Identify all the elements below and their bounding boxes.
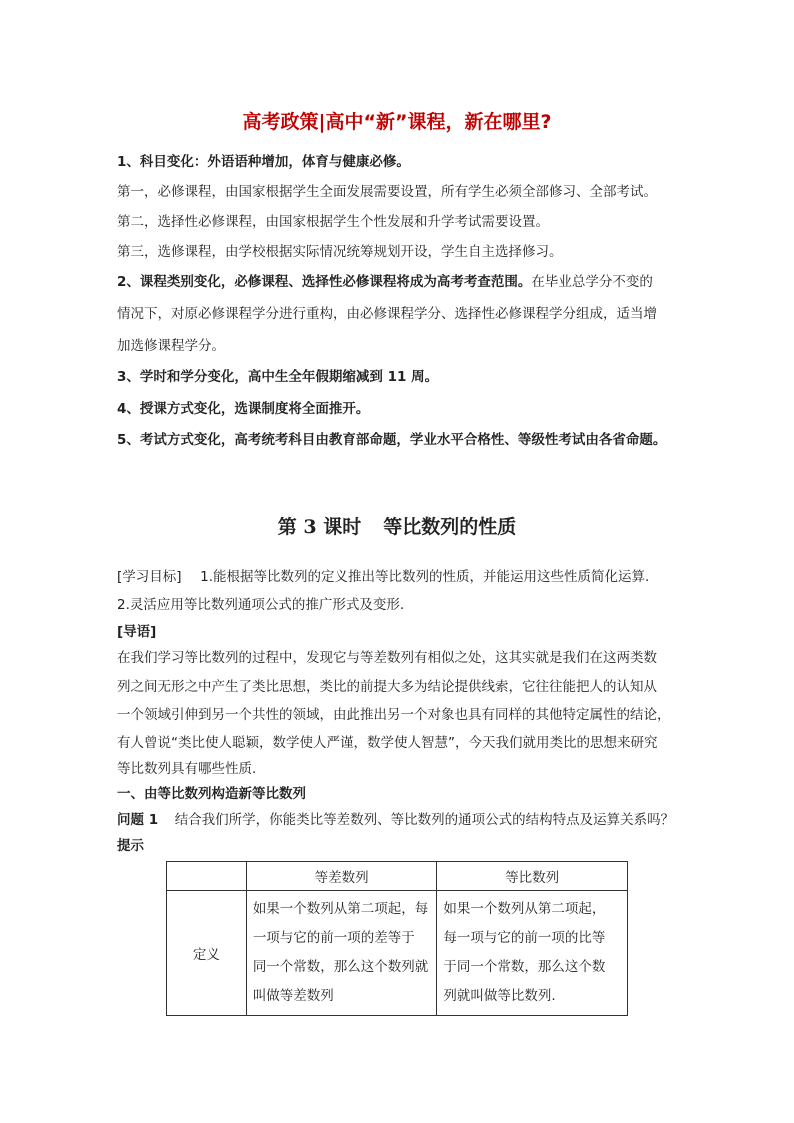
cell-line: 每一项与它的前一项的比等 bbox=[443, 930, 606, 946]
question-label: 问题 1 bbox=[117, 812, 159, 828]
policy-title: 高考政策|高中“新”课程，新在哪里? bbox=[242, 111, 552, 133]
policy-paragraph-3: 第三，选修课程，由学校根据实际情况统筹规划开设，学生自主选择修习。 bbox=[117, 244, 563, 260]
policy-item-2-bold: 2、课程类别变化，必修课程、选择性必修课程将成为高考考查范围。 bbox=[117, 274, 532, 290]
objectives-label: [学习目标] bbox=[117, 569, 182, 585]
question-text: 结合我们所学，你能类比等差数列、等比数列的通项公式的结构特点及运算关系吗？ bbox=[174, 812, 675, 828]
intro-line: 在我们学习等比数列的过程中，发现它与等差数列有相似之处，这其实就是我们在这两类数 bbox=[117, 650, 657, 666]
policy-item-2 bbox=[117, 270, 653, 290]
intro-line: 列之间无形之中产生了类比思想，类比的前提大多为结论提供线索，它往往能把人的认知从 bbox=[117, 679, 657, 695]
table-cell-geometric-definition bbox=[437, 891, 628, 1016]
lesson-topic: 等比数列的性质 bbox=[383, 516, 517, 538]
cell-line: 于同一个常数，那么这个数 bbox=[443, 959, 606, 975]
policy-paragraph-2: 第二，选择性必修课程，由国家根据学生个性发展和升学考试需要设置。 bbox=[117, 214, 549, 230]
cell-line: 列就叫做等比数列. bbox=[443, 988, 556, 1004]
cell-line: 如果一个数列从第二项起，每 bbox=[252, 901, 429, 917]
policy-item-4: 4、授课方式变化，选课制度将全面推开。 bbox=[117, 401, 370, 417]
table-header-arithmetic: 等差数列 bbox=[246, 862, 437, 891]
policy-item-2-line-2: 情况下，对原必修课程学分进行重构，由必修课程学分、选择性必修课程学分组成，适当增 bbox=[117, 306, 657, 322]
objective-1: 1.能根据等比数列的定义推出等比数列的性质，并能运用这些性质简化运算. bbox=[200, 569, 650, 585]
lesson-number: 第 3 课时 bbox=[277, 516, 362, 538]
cell-line: 叫做等差数列 bbox=[252, 988, 334, 1004]
policy-item-3: 3、学时和学分变化，高中生全年假期缩减到 11 周。 bbox=[117, 369, 439, 385]
question-1 bbox=[117, 808, 674, 828]
objective-2: 2.灵活应用等比数列通项公式的推广形式及变形. bbox=[117, 597, 405, 613]
intro-line: 等比数列具有哪些性质. bbox=[117, 761, 257, 777]
table-cell-arithmetic-definition bbox=[246, 891, 437, 1016]
intro-line: 有人曾说“类比使人聪颖，数学使人严谨，数学使人智慧”，今天我们就用类比的思想来研究 bbox=[117, 735, 658, 751]
intro-line: 一个领域引伸到另一个共性的领域，由此推出另一个对象也具有同样的其他特定属性的结论， bbox=[117, 707, 671, 723]
policy-item-5: 5、考试方式变化，高考统考科目由教育部命题，学业水平合格性、等级性考试由各省命题。 bbox=[117, 432, 667, 448]
policy-item-2-rest: 在毕业总学分不变的 bbox=[531, 274, 653, 290]
table-header-geometric: 等比数列 bbox=[437, 862, 628, 891]
cell-line: 一项与它的前一项的差等于 bbox=[252, 930, 415, 946]
hint-label: 提示 bbox=[117, 838, 144, 854]
policy-item-1: 1、科目变化：外语语种增加，体育与健康必修。 bbox=[117, 154, 410, 170]
lesson-title bbox=[0, 512, 794, 539]
table-header-empty bbox=[167, 862, 247, 891]
policy-item-2-line-3: 加选修课程学分。 bbox=[117, 338, 225, 354]
table-header-row bbox=[167, 862, 628, 891]
cell-line: 如果一个数列从第二项起， bbox=[443, 901, 606, 917]
intro-label: [导语] bbox=[117, 624, 157, 640]
table-row bbox=[167, 891, 628, 1016]
cell-line: 同一个常数，那么这个数列就 bbox=[252, 959, 429, 975]
learning-objectives bbox=[117, 565, 649, 585]
comparison-table bbox=[166, 861, 628, 1016]
table-row-label: 定义 bbox=[167, 891, 247, 1016]
section-heading-1: 一、由等比数列构造新等比数列 bbox=[117, 786, 306, 802]
policy-paragraph-1: 第一，必修课程，由国家根据学生全面发展需要设置，所有学生必须全部修习、全部考试。 bbox=[117, 184, 657, 200]
